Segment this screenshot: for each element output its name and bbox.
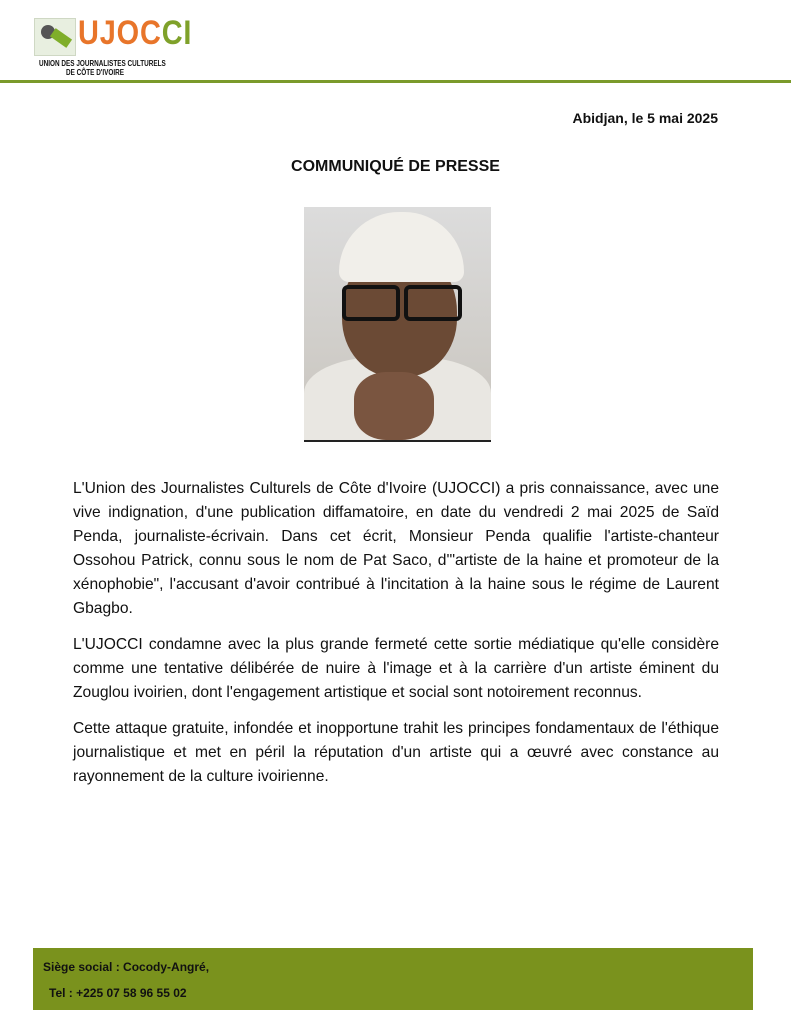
portrait-photo — [304, 207, 491, 442]
footer-address: Siège social : Cocody-Angré, — [43, 960, 210, 974]
logo-wordmark: UJOCCI — [78, 14, 193, 52]
footer-phone: Tel : +225 07 58 96 55 02 — [49, 986, 187, 1000]
date-line: Abidjan, le 5 mai 2025 — [572, 110, 718, 126]
paragraph: L'UJOCCI condamne avec la plus grande fermeté cette sortie médiatique qu'elle considère comme une tentative délibérée de nuire à l'image et à la carrière d'un artiste éminent du Zouglou ivoirien, dont l'engagement artistique et social sont notoirement reconnus. — [73, 636, 719, 701]
microphone-icon — [34, 18, 76, 56]
paragraph: L'Union des Journalistes Culturels de Côte d'Ivoire (UJOCCI) a pris connaissance, avec une vive indignation, d'une publication diffamatoire, en date du vendredi 2 mai 2025 de Saïd Penda, journaliste-écrivain. Dans cet écrit, Monsieur Penda qualifie l'artiste-chanteur Ossohou Patrick, connu sous le nom de Pat Saco, d'"artiste de la haine et promoteur de la xénophobie", l'accusant d'avoir contribué à l'incitation à la haine sous le régime de Laurent Gbagbo. — [73, 480, 719, 617]
footer-contact — [33, 948, 753, 1010]
header-divider — [0, 80, 791, 83]
press-release-body — [73, 477, 719, 801]
logo-subtitle: UNION DES JOURNALISTES CULTURELS DE CÔTE D'IVOIRE — [39, 59, 166, 77]
page-title: COMMUNIQUÉ DE PRESSE — [291, 158, 500, 175]
paragraph: Cette attaque gratuite, infondée et inopportune trahit les principes fondamentaux de l'éthique journalistique et met en péril la réputation d'un artiste qui a œuvré avec constance au rayonnement de la culture ivoirienne. — [73, 720, 719, 785]
